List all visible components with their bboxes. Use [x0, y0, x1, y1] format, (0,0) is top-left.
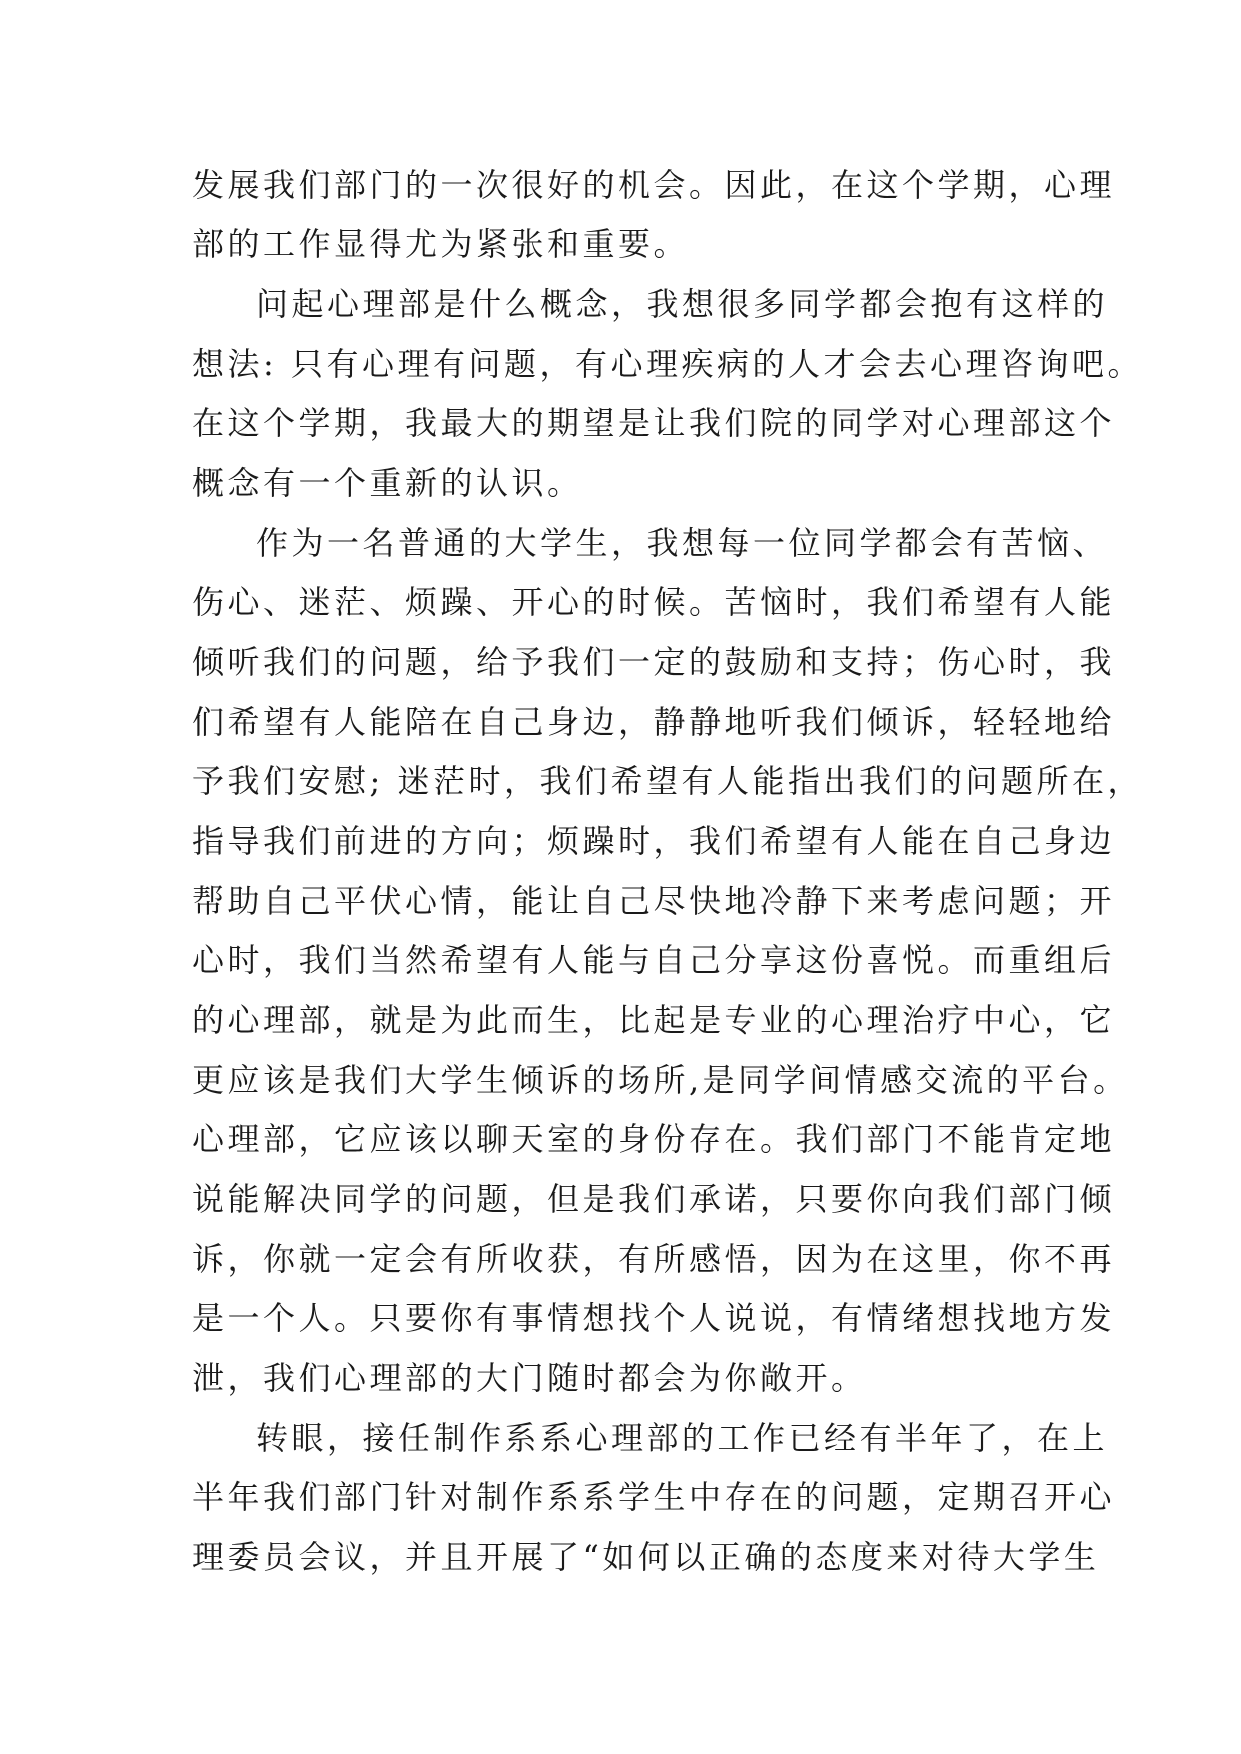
text-line: 帮助自己平伏心情，能让自己尽快地冷静下来考虑问题；开 [192, 882, 1116, 920]
text-line: 在这个学期，我最大的期望是让我们院的同学对心理部这个 [192, 404, 1116, 442]
text-line: 泄，我们心理部的大门随时都会为你敞开。 [192, 1359, 867, 1397]
text-line: 发展我们部门的一次很好的机会。因此，在这个学期，心理 [192, 166, 1116, 204]
paragraph-start-line: 问起心理部是什么概念，我想很多同学都会抱有这样的 [256, 285, 1109, 323]
text-line: 诉，你就一定会有所收获，有所感悟，因为在这里，你不再 [192, 1240, 1116, 1278]
text-line: 心理部，它应该以聊天室的身份存在。我们部门不能肯定地 [192, 1120, 1116, 1158]
text-line: 是一个人。只要你有事情想找个人说说，有情绪想找地方发 [192, 1299, 1116, 1337]
text-line: 半年我们部门针对制作系系学生中存在的问题，定期召开心 [192, 1478, 1116, 1516]
text-line: 指导我们前进的方向；烦躁时，我们希望有人能在自己身边 [192, 822, 1116, 860]
text-line: 心时，我们当然希望有人能与自己分享这份喜悦。而重组后 [192, 941, 1116, 979]
text-line: 概念有一个重新的认识。 [192, 464, 583, 502]
text-line: 想法: 只有心理有问题，有心理疾病的人才会去心理咨询吧。 [192, 345, 1143, 383]
paragraph-start-line: 作为一名普通的大学生，我想每一位同学都会有苦恼、 [256, 524, 1109, 562]
text-line: 伤心、迷茫、烦躁、开心的时候。苦恼时，我们希望有人能 [192, 583, 1116, 621]
text-line: 们希望有人能陪在自己身边，静静地听我们倾诉，轻轻地给 [192, 703, 1116, 741]
text-line: 部的工作显得尤为紧张和重要。 [192, 225, 690, 263]
text-line: 理委员会议，并且开展了“如何以正确的态度来对待大学生 [192, 1538, 1100, 1576]
text-line: 更应该是我们大学生倾诉的场所,是同学间情感交流的平台。 [192, 1061, 1129, 1099]
text-line: 倾听我们的问题，给予我们一定的鼓励和支持；伤心时，我 [192, 643, 1116, 681]
paragraph-start-line: 转眼，接任制作系系心理部的工作已经有半年了，在上 [256, 1419, 1109, 1457]
text-line: 予我们安慰; 迷茫时，我们希望有人能指出我们的问题所在， [192, 762, 1143, 800]
text-line: 说能解决同学的问题，但是我们承诺，只要你向我们部门倾 [192, 1180, 1116, 1218]
text-line: 的心理部，就是为此而生，比起是专业的心理治疗中心，它 [192, 1001, 1116, 1039]
